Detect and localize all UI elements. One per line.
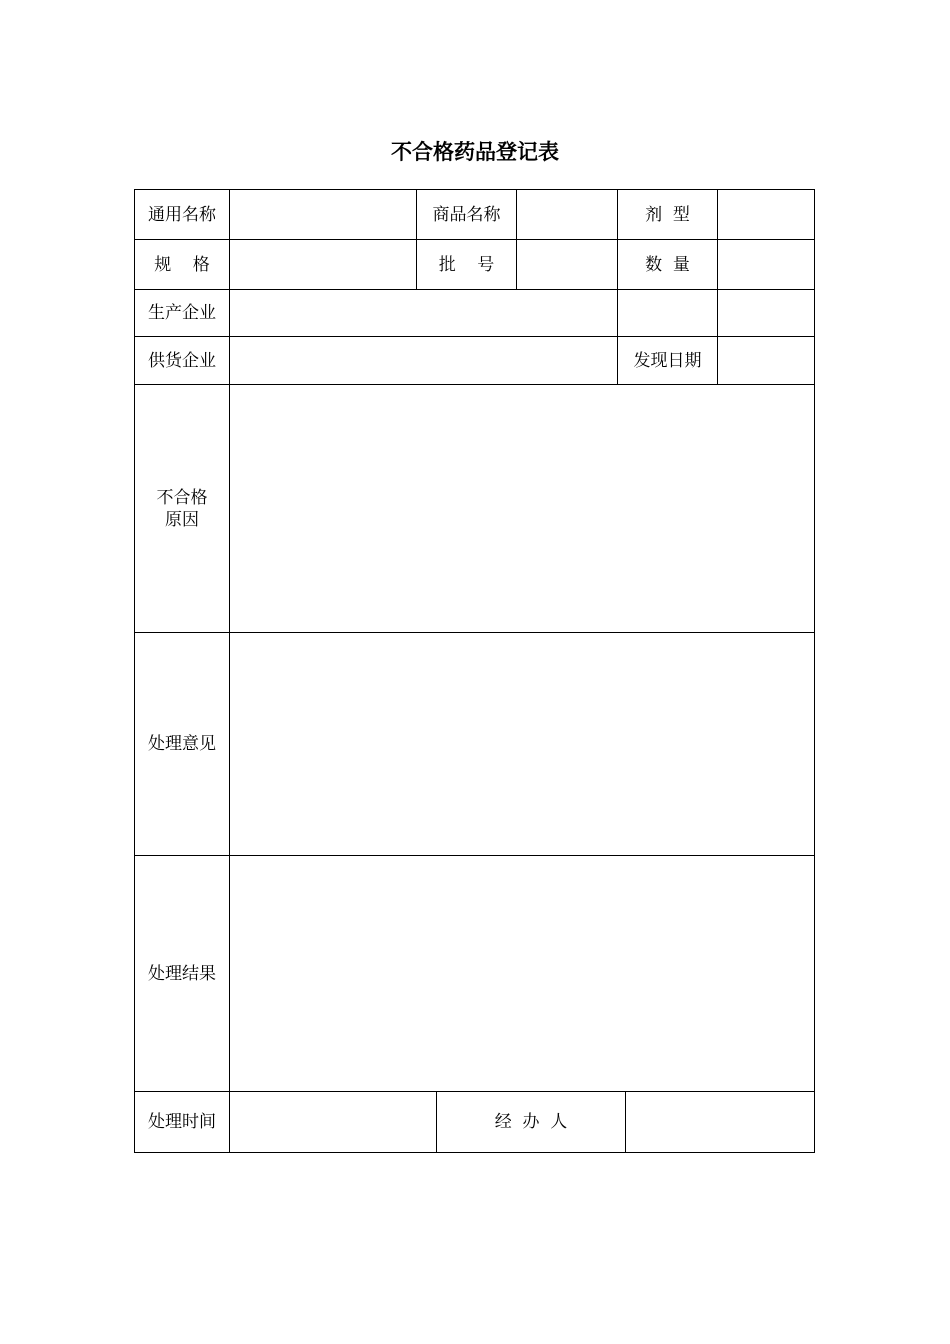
supplier-label: 供货企业	[148, 350, 216, 371]
opinion-label: 处理意见	[148, 734, 216, 754]
trade-name-field[interactable]	[517, 190, 617, 239]
quantity-field[interactable]	[718, 240, 814, 289]
manufacturer-extra-field[interactable]	[618, 290, 717, 336]
handler-field[interactable]	[626, 1092, 814, 1152]
handler-label: 经 办 人	[494, 1112, 568, 1132]
manufacturer-label: 生产企业	[148, 303, 216, 323]
trade-name-label: 商品名称	[432, 204, 501, 225]
reason-field[interactable]	[230, 385, 814, 632]
registration-form-table	[134, 189, 815, 1153]
result-label: 处理结果	[148, 963, 216, 984]
handling-time-field[interactable]	[230, 1092, 436, 1152]
specification-label: 规 格	[154, 254, 210, 275]
dosage-form-label: 剂 型	[645, 204, 690, 225]
generic-name-label: 通用名称	[148, 204, 216, 225]
batch-number-field[interactable]	[517, 240, 617, 289]
dosage-form-field[interactable]	[718, 190, 814, 239]
batch-number-label: 批 号	[438, 254, 495, 275]
page-title: 不合格药品登记表	[391, 139, 559, 164]
handling-time-label: 处理时间	[148, 1112, 216, 1132]
discovery-date-label: 发现日期	[633, 350, 702, 371]
discovery-date-field[interactable]	[718, 337, 814, 384]
generic-name-field[interactable]	[230, 190, 416, 239]
reason-label: 不合格 原因	[156, 487, 208, 530]
opinion-field[interactable]	[230, 633, 814, 855]
supplier-field[interactable]	[230, 337, 617, 384]
manufacturer-field[interactable]	[230, 290, 617, 336]
result-field[interactable]	[230, 856, 814, 1091]
quantity-label: 数 量	[645, 254, 690, 275]
manufacturer-extra-field[interactable]	[718, 290, 814, 336]
specification-field[interactable]	[230, 240, 416, 289]
